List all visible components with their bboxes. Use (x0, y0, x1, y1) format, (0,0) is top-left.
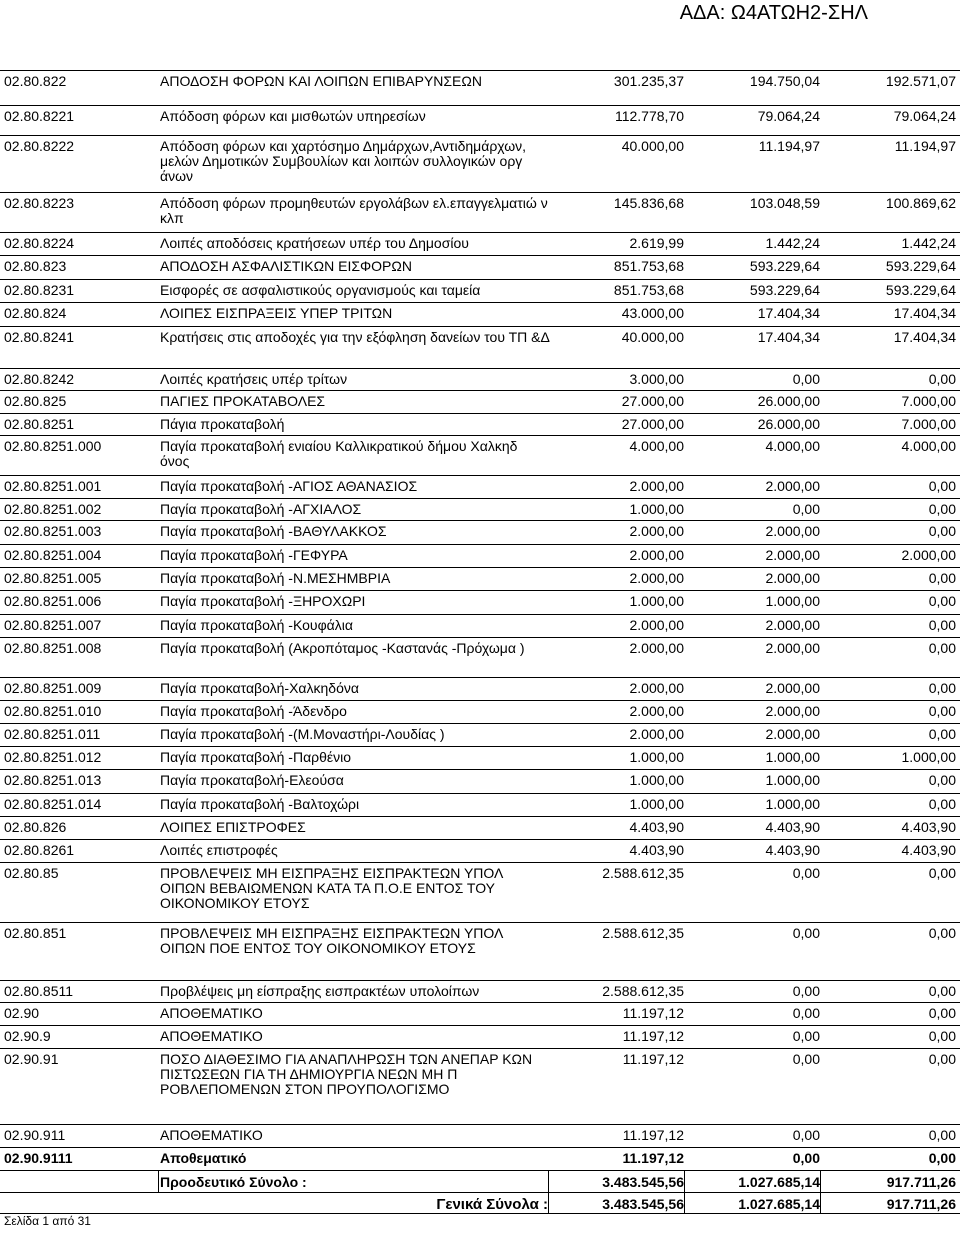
amount-col2: 17.404,34 (757, 305, 820, 321)
amount-col1: 2.000,00 (629, 547, 684, 563)
account-code: 02.80.8231 (4, 282, 75, 298)
table-row (0, 498, 960, 521)
amount-col3: 11.194,97 (894, 138, 956, 154)
amount-col3: 17.404,34 (893, 329, 956, 345)
amount-col3: 100.869,62 (885, 195, 956, 211)
amount-col2: 1.000,00 (765, 749, 820, 765)
amount-col3: 593.229,64 (885, 282, 956, 298)
account-code: 02.80.825 (4, 393, 67, 409)
table-row (0, 816, 960, 840)
account-code: 02.80.8251.011 (4, 726, 101, 742)
account-code: 02.80.8251.004 (4, 547, 102, 563)
amount-col3: 0,00 (928, 1028, 956, 1044)
amount-col1: 2.000,00 (629, 703, 684, 719)
general-total-col3: 917.711,26 (886, 1196, 956, 1212)
amount-col3: 0,00 (928, 570, 956, 586)
amount-col3: 0,00 (928, 478, 956, 494)
table-row (0, 793, 960, 817)
account-description: ΑΠΟΔΟΣΗ ΦΟΡΩΝ ΚΑΙ ΛΟΙΠΩΝ ΕΠΙΒΑΡΥΝΣΕΩΝ (160, 73, 482, 89)
totals-column-divider (820, 1170, 821, 1214)
amount-col3: 0,00 (928, 501, 956, 517)
progressive-total-col3: 917.711,26 (886, 1174, 956, 1190)
account-code: 02.90.91 (4, 1051, 59, 1067)
amount-col1: 40.000,00 (621, 329, 684, 345)
amount-col2: 0,00 (792, 371, 820, 387)
account-description: Παγία προκαταβολή -ΞΗΡΟΧΩΡΙ (160, 593, 366, 609)
general-totals-row (0, 1192, 960, 1215)
account-code: 02.90.9111 (4, 1150, 73, 1166)
amount-col1: 11.197,12 (622, 1150, 684, 1166)
ada-header: ΑΔΑ: Ω4ΑΤΩΗ2-ΣΗΛ (679, 2, 868, 24)
table-row (0, 544, 960, 568)
amount-col3: 0,00 (928, 865, 956, 881)
amount-col3: 0,00 (928, 640, 956, 656)
account-description: Κρατήσεις στις αποδοχές για την εξόφληση δανείων του ΤΠ &Δ (160, 329, 550, 345)
account-description: Λοιπές επιστροφές (160, 842, 278, 858)
table-row (0, 590, 960, 615)
amount-col2: 4.000,00 (765, 438, 820, 454)
amount-col2: 0,00 (792, 501, 820, 517)
account-code: 02.80.8251 (4, 416, 75, 432)
account-description: Απόδοση φόρων και χαρτόσημο Δημάρχων,Αντιδημάρχων, μελών Δημοτικών Συμβουλίων και λοιπών συλλογικών οργ άνων (160, 138, 527, 184)
totals-column-divider (158, 1170, 159, 1192)
account-code: 02.80.8251.006 (4, 593, 102, 609)
amount-col1: 1.000,00 (629, 772, 684, 788)
amount-col3: 0,00 (928, 1051, 956, 1067)
amount-col2: 4.403,90 (765, 842, 820, 858)
table-row (0, 413, 960, 436)
account-description: ΛΟΙΠΕΣ ΕΠΙΣΤΡΟΦΕΣ (160, 819, 306, 835)
account-description: Παγία προκαταβολή -Κουφάλια (160, 617, 353, 633)
amount-col1: 2.000,00 (629, 680, 684, 696)
amount-col3: 79.064,24 (893, 108, 956, 124)
amount-col3: 0,00 (928, 796, 956, 812)
amount-col1: 2.000,00 (629, 640, 684, 656)
amount-col3: 4.000,00 (901, 438, 956, 454)
amount-col1: 1.000,00 (629, 796, 684, 812)
amount-col1: 11.197,12 (622, 1028, 684, 1044)
table-row (0, 70, 960, 106)
account-code: 02.80.8261 (4, 842, 75, 858)
amount-col1: 1.000,00 (629, 593, 684, 609)
amount-col1: 2.588.612,35 (602, 983, 684, 999)
amount-col3: 192.571,07 (885, 73, 956, 89)
amount-col2: 2.000,00 (765, 570, 820, 586)
progressive-total-col2: 1.027.685,14 (738, 1174, 820, 1190)
amount-col1: 2.000,00 (629, 726, 684, 742)
account-description: ΑΠΟΘΕΜΑΤΙΚΟ (160, 1127, 263, 1143)
account-code: 02.80.8223 (4, 195, 75, 211)
amount-col2: 0,00 (792, 925, 820, 941)
table-row (0, 105, 960, 136)
amount-col1: 40.000,00 (621, 138, 684, 154)
amount-col3: 0,00 (928, 680, 956, 696)
account-description: ΠΑΓΙΕΣ ΠΡΟΚΑΤΑΒΟΛΕΣ (160, 393, 326, 409)
table-row (0, 475, 960, 499)
account-code: 02.90.9 (4, 1028, 51, 1044)
amount-col3: 0,00 (928, 772, 956, 788)
account-code: 02.80.8251.013 (4, 772, 102, 788)
table-row (0, 135, 960, 193)
table-row (0, 637, 960, 678)
amount-col2: 2.000,00 (765, 703, 820, 719)
amount-col2: 103.048,59 (749, 195, 820, 211)
account-description: Παγία προκαταβολή -(Μ.Μοναστήρι-Λουδίας ) (160, 726, 445, 742)
amount-col2: 26.000,00 (757, 416, 820, 432)
amount-col1: 145.836,68 (613, 195, 684, 211)
account-code: 02.80.823 (4, 258, 67, 274)
table-row (0, 723, 960, 747)
amount-col2: 2.000,00 (765, 640, 820, 656)
amount-col3: 0,00 (928, 371, 956, 387)
table-row (0, 255, 960, 280)
amount-col2: 0,00 (792, 1150, 820, 1166)
general-total-label: Γενικά Σύνολα : (436, 1196, 548, 1213)
amount-col2: 11.194,97 (758, 138, 820, 154)
amount-col1: 43.000,00 (621, 305, 684, 321)
account-code: 02.80.8222 (4, 138, 75, 154)
amount-col3: 0,00 (928, 523, 956, 539)
amount-col1: 4.000,00 (629, 438, 684, 454)
account-description: Πάγια προκαταβολή (160, 416, 285, 432)
account-code: 02.90 (4, 1005, 40, 1021)
page-number: Σελίδα 1 από 31 (4, 1214, 91, 1228)
general-total-col1: 3.483.545,56 (602, 1196, 684, 1212)
progressive-total-col1: 3.483.545,56 (602, 1174, 684, 1190)
amount-col1: 2.000,00 (629, 478, 684, 494)
totals-column-divider (548, 1170, 549, 1214)
amount-col2: 17.404,34 (757, 329, 820, 345)
table-bottom-border (0, 1213, 960, 1214)
amount-col1: 2.619,99 (629, 235, 684, 251)
amount-col2: 2.000,00 (765, 680, 820, 696)
amount-col1: 4.403,90 (629, 842, 684, 858)
account-description: Παγία προκαταβολή -Ν.ΜΕΣΗΜΒΡΙΑ (160, 570, 391, 586)
account-description: ΑΠΟΘΕΜΑΤΙΚΟ (160, 1005, 263, 1021)
account-code: 02.80.8251.014 (4, 796, 102, 812)
account-code: 02.80.8251.001 (4, 478, 102, 494)
account-description: Παγία προκαταβολή (Ακροπόταμος -Καστανάς -Πρόχωμα ) (160, 640, 525, 656)
amount-col3: 0,00 (928, 925, 956, 941)
account-code: 02.80.85 (4, 865, 59, 881)
table-row (0, 614, 960, 638)
amount-col3: 0,00 (928, 983, 956, 999)
amount-col1: 4.403,90 (629, 819, 684, 835)
amount-col3: 0,00 (928, 1150, 956, 1166)
amount-col2: 0,00 (792, 1051, 820, 1067)
table-row (0, 839, 960, 863)
amount-col2: 2.000,00 (765, 726, 820, 742)
amount-col3: 0,00 (928, 1005, 956, 1021)
account-description: Παγία προκαταβολή -ΑΓΙΟΣ ΑΘΑΝΑΣΙΟΣ (160, 478, 418, 494)
account-code: 02.80.8251.009 (4, 680, 102, 696)
progressive-total-label: Προοδευτικό Σύνολο : (160, 1174, 307, 1190)
amount-col1: 301.235,37 (613, 73, 684, 89)
amount-col1: 2.000,00 (629, 570, 684, 586)
account-description: Παγία προκαταβολή -ΑΓΧΙΑΛΟΣ (160, 501, 362, 517)
account-description: Παγία προκαταβολή -ΒΑΘΥΛΑΚΚΟΣ (160, 523, 387, 539)
account-code: 02.80.8221 (4, 108, 75, 124)
amount-col1: 1.000,00 (629, 749, 684, 765)
account-description: Παγία προκαταβολή -Άδενδρο (160, 703, 347, 719)
account-description: Παγία προκαταβολή -ΓΕΦΥΡΑ (160, 547, 348, 563)
amount-col3: 593.229,64 (885, 258, 956, 274)
account-code: 02.80.822 (4, 73, 67, 89)
table-row (0, 922, 960, 981)
account-code: 02.80.824 (4, 305, 67, 321)
table-row (0, 232, 960, 256)
account-code: 02.80.8251.008 (4, 640, 102, 656)
account-code: 02.80.8251.007 (4, 617, 102, 633)
account-description: Παγία προκαταβολή-Χαλκηδόνα (160, 680, 359, 696)
amount-col2: 0,00 (792, 1005, 820, 1021)
amount-col1: 851.753,68 (613, 282, 684, 298)
amount-col2: 2.000,00 (765, 617, 820, 633)
account-description: ΠΡΟΒΛΕΨΕΙΣ ΜΗ ΕΙΣΠΡΑΞΗΣ ΕΙΣΠΡΑΚΤΕΩΝ ΥΠΟΛ ΟΙΠΩΝ ΒΕΒΑΙΩΜΕΝΩΝ ΚΑΤΑ ΤΑ Π.Ο.Ε ΕΝΤΟΣ ΤΟΥ ΟΙΚΟΝΟΜΙΚΟΥ ΕΤΟΥΣ (160, 865, 503, 911)
amount-col3: 0,00 (928, 617, 956, 633)
amount-col2: 0,00 (792, 865, 820, 881)
account-description: Παγία προκαταβολή -Παρθένιο (160, 749, 352, 765)
amount-col3: 1.442,24 (901, 235, 956, 251)
amount-col2: 2.000,00 (765, 547, 820, 563)
amount-col2: 26.000,00 (757, 393, 820, 409)
table-row (0, 862, 960, 923)
table-row (0, 746, 960, 770)
account-code: 02.80.8251.000 (4, 438, 102, 454)
amount-col1: 3.000,00 (629, 371, 684, 387)
account-code: 02.80.8251.002 (4, 501, 102, 517)
amount-col2: 1.000,00 (765, 796, 820, 812)
amount-col2: 2.000,00 (765, 478, 820, 494)
amount-col3: 7.000,00 (901, 393, 956, 409)
account-code: 02.80.8242 (4, 371, 75, 387)
table-row (0, 1147, 960, 1171)
account-description: Παγία προκαταβολή -Βαλτοχώρι (160, 796, 360, 812)
account-description: Λοιπές κρατήσεις υπέρ τρίτων (160, 371, 348, 387)
amount-col3: 0,00 (928, 703, 956, 719)
account-code: 02.80.8241 (4, 329, 75, 345)
amount-col3: 1.000,00 (901, 749, 956, 765)
account-code: 02.80.8251.003 (4, 523, 102, 539)
amount-col2: 1.442,24 (765, 235, 820, 251)
table-row (0, 677, 960, 701)
account-code: 02.80.851 (4, 925, 67, 941)
table-row (0, 326, 960, 369)
account-code: 02.80.8224 (4, 235, 75, 251)
amount-col1: 2.588.612,35 (602, 865, 684, 881)
progressive-totals-row (0, 1170, 960, 1193)
table-row (0, 435, 960, 476)
table-row (0, 520, 960, 545)
account-code: 02.90.911 (4, 1127, 66, 1143)
account-code: 02.80.8251.005 (4, 570, 102, 586)
account-code: 02.80.8511 (4, 983, 74, 999)
amount-col2: 194.750,04 (749, 73, 820, 89)
account-description: Παγία προκαταβολή-Ελεούσα (160, 772, 344, 788)
amount-col2: 4.403,90 (765, 819, 820, 835)
account-description: Απόδοση φόρων προμηθευτών εργολάβων ελ.επαγγελματιώ ν κλπ (160, 195, 548, 226)
account-description: Παγία προκαταβολή ενιαίου Καλλικρατικού δήμου Χαλκηδ όνος (160, 438, 518, 469)
table-row (0, 1002, 960, 1026)
account-description: ΠΟΣΟ ΔΙΑΘΕΣΙΜΟ ΓΙΑ ΑΝΑΠΛΗΡΩΣΗ ΤΩΝ ΑΝΕΠΑΡ ΚΩΝ ΠΙΣΤΩΣΕΩΝ ΓΙΑ ΤΗ ΔΗΜΙΟΥΡΓΙΑ ΝΕΩΝ ΜΗ Π ΡΟΒΛΕΠΟΜΕΝΩΝ ΣΤΟΝ ΠΡΟΥΠΟΛΟΓΙΣΜΟ (160, 1051, 533, 1097)
amount-col2: 79.064,24 (757, 108, 820, 124)
general-total-col2: 1.027.685,14 (738, 1196, 820, 1212)
amount-col1: 11.197,12 (622, 1127, 684, 1143)
table-row (0, 769, 960, 794)
amount-col3: 7.000,00 (901, 416, 956, 432)
amount-col2: 593.229,64 (749, 258, 820, 274)
amount-col2: 593.229,64 (749, 282, 820, 298)
account-description: Προβλέψεις μη είσπραξης εισπρακτέων υπολοίπων (160, 983, 480, 999)
account-description: Απόδοση φόρων και μισθωτών υπηρεσίων (160, 108, 426, 124)
amount-col2: 1.000,00 (765, 772, 820, 788)
amount-col1: 11.197,12 (622, 1051, 684, 1067)
amount-col1: 2.588.612,35 (602, 925, 684, 941)
table-row (0, 368, 960, 391)
table-row (0, 192, 960, 233)
amount-col3: 0,00 (928, 593, 956, 609)
table-row (0, 1124, 960, 1148)
account-description: ΑΠΟΘΕΜΑΤΙΚΟ (160, 1028, 263, 1044)
account-description: Λοιπές αποδόσεις κρατήσεων υπέρ του Δημοσίου (160, 235, 469, 251)
amount-col2: 0,00 (792, 1127, 820, 1143)
amount-col1: 112.778,70 (614, 108, 684, 124)
account-code: 02.80.8251.010 (4, 703, 102, 719)
table-row (0, 700, 960, 724)
table-row (0, 279, 960, 303)
account-description: ΠΡΟΒΛΕΨΕΙΣ ΜΗ ΕΙΣΠΡΑΞΗΣ ΕΙΣΠΡΑΚΤΕΩΝ ΥΠΟΛ ΟΙΠΩΝ ΠΟΕ ΕΝΤΟΣ ΤΟΥ ΟΙΚΟΝΟΜΙΚΟΥ ΕΤΟΥΣ (160, 925, 503, 956)
totals-column-divider (684, 1170, 685, 1214)
account-code: 02.80.826 (4, 819, 67, 835)
amount-col3: 4.403,90 (901, 819, 956, 835)
amount-col3: 4.403,90 (901, 842, 956, 858)
table-row (0, 302, 960, 327)
amount-col2: 0,00 (792, 983, 820, 999)
account-description: ΛΟΙΠΕΣ ΕΙΣΠΡΑΞΕΙΣ ΥΠΕΡ ΤΡΙΤΩΝ (160, 305, 393, 321)
amount-col3: 0,00 (928, 1127, 956, 1143)
amount-col1: 27.000,00 (621, 416, 684, 432)
amount-col2: 1.000,00 (765, 593, 820, 609)
account-description: ΑΠΟΔΟΣΗ ΑΣΦΑΛΙΣΤΙΚΩΝ ΕΙΣΦΟΡΩΝ (160, 258, 412, 274)
amount-col3: 0,00 (928, 726, 956, 742)
table-row (0, 390, 960, 414)
amount-col2: 2.000,00 (765, 523, 820, 539)
table-row (0, 1025, 960, 1049)
account-description: Εισφορές σε ασφαλιστικούς οργανισμούς και ταμεία (160, 282, 481, 298)
amount-col1: 851.753,68 (613, 258, 684, 274)
amount-col3: 2.000,00 (901, 547, 956, 563)
amount-col1: 2.000,00 (629, 523, 684, 539)
amount-col1: 27.000,00 (621, 393, 684, 409)
amount-col3: 17.404,34 (893, 305, 956, 321)
table-row (0, 567, 960, 591)
amount-col1: 2.000,00 (629, 617, 684, 633)
amount-col1: 11.197,12 (622, 1005, 684, 1021)
table-row (0, 980, 960, 1003)
amount-col2: 0,00 (792, 1028, 820, 1044)
account-description: Αποθεματικό (160, 1150, 247, 1166)
account-code: 02.80.8251.012 (4, 749, 102, 765)
table-row (0, 1048, 960, 1125)
amount-col1: 1.000,00 (629, 501, 684, 517)
